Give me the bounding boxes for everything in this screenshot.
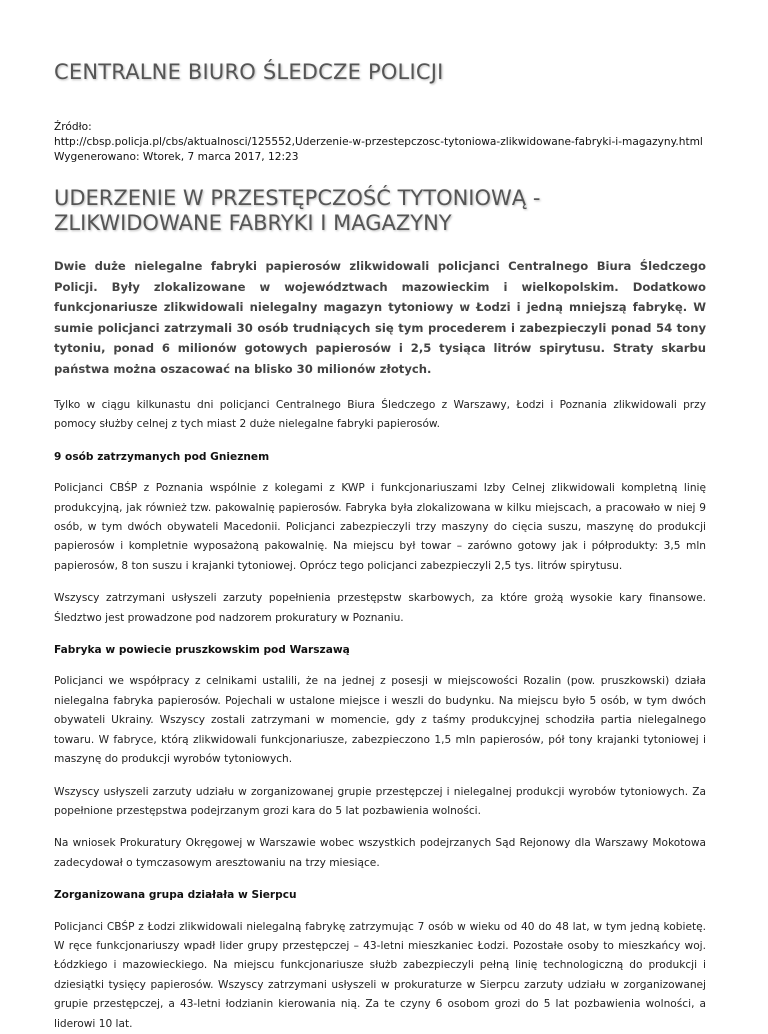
article-title <box>54 186 706 236</box>
paragraph-2: Policjanci CBŚP z Poznania wspólnie z kolegami z KWP i funkcjonariuszami Izby Celnej zlikwidowali kompletną linię produkcyjną, jak również tzw. pakowalnię papierosów. Fabryka była zlokalizowana w kilku miejscach, a pracowało w niej 9 osób, w tym dwóch obywateli Macedonii. Policjanci zabezpieczyli trzy maszyny do cięcia suszu, maszynę do produkcji papierosów i kompletnie wyposażoną pakowalnię. Na miejscu był towar – zarówno gotowy jak i półprodukty: 3,5 mln papierosów, 8 ton suszu i krajanki tytoniowej. Oprócz tego policjanci zabezpieczyli 2,5 tys. litrów spirytusu. <box>54 482 706 572</box>
subheading-sierpc: Zorganizowana grupa działała w Sierpcu <box>54 889 297 902</box>
source-url: http://cbsp.policja.pl/cbs/aktualnosci/125552,Uderzenie-w-przestepczosc-tytoniowa-zlikwidowane-fabryki-i-magazyny.html <box>54 136 703 148</box>
site-title: CENTRALNE BIURO ŚLEDCZE POLICJI <box>54 60 444 84</box>
paragraph-5: Wszyscy usłyszeli zarzuty udziału w zorganizowanej grupie przestępczej i nielegalnej produkcji wyrobów tytoniowych. Za popełnione przestępstwa podejrzanym grozi kara do 5 lat pozbawienia wolności. <box>54 785 706 817</box>
paragraph-6: Na wniosek Prokuratury Okręgowej w Warszawie wobec wszystkich podejrzanych Sąd Rejonowy dla Warszawy Mokotowa zadecydował o tymczasowym aresztowaniu na trzy miesiące. <box>54 837 706 869</box>
document-meta <box>54 120 706 165</box>
paragraph-7: Policjanci CBŚP z Łodzi zlikwidowali nielegalną fabrykę zatrzymując 7 osób w wieku od 40 do 48 lat, w tym jedną kobietę. W ręce funkcjonariuszy wpadł lider grupy przestępczej – 43-letni mieszkaniec Łodzi. Pozostałe osoby to mieszkańcy woj. Łódzkiego i mazowieckiego. Na miejscu funkcjonariusze służb zabezpieczyli pełną linię technologiczną do produkcji i dziesiątki tysięcy papierosów. Wszyscy zatrzymani usłyszeli w prokuraturze w Sierpcu zarzuty udziału w zorganizowanej grupie przestępczej, a 43-letni łodzianin kierowania nią. Za te czyny 6 osobom grozi do 5 lat pozbawienia wolności, a liderowi 10 lat. <box>54 920 706 1030</box>
source-label: Źródło: <box>54 121 92 133</box>
paragraph-1: Tylko w ciągu kilkunastu dni policjanci Centralnego Biura Śledczego z Warszawy, Łodzi i Poznania zlikwidowali przy pomocy służby celnej z tych miast 2 duże nielegalne fabryki papierosów. <box>54 399 706 431</box>
article-title-line-1: UDERZENIE W PRZESTĘPCZOŚĆ TYTONIOWĄ - <box>54 186 541 210</box>
paragraph-3: Wszyscy zatrzymani usłyszeli zarzuty popełnienia przestępstw skarbowych, za które grożą wysokie kary finansowe. Śledztwo jest prowadzone pod nadzorem prokuratury w Poznaniu. <box>54 592 706 624</box>
paragraph-4: Policjanci we współpracy z celnikami ustalili, że na jednej z posesji w miejscowości Rozalin (pow. pruszkowski) działa nielegalna fabryka papierosów. Pojechali w ustalone miejsce i weszli do budynku. Na miejscu było 5 osób, w tym dwóch obywateli Ukrainy. Wszyscy zostali zatrzymani w momencie, gdy z taśmy produkcyjnej schodziła partia nielegalnego towaru. W fabryce, którą zlikwidowali funkcjonariusze, zabezpieczono 1,5 mln papierosów, pół tony krajanki tytoniowej i maszynę do produkcji wyrobów tytoniowych. <box>54 675 706 766</box>
article-title-line-2: ZLIKWIDOWANE FABRYKI I MAGAZYNY <box>54 211 452 235</box>
subheading-gniezno: 9 osób zatrzymanych pod Gnieznem <box>54 450 270 463</box>
generated-date: Wygenerowano: Wtorek, 7 marca 2017, 12:23 <box>54 151 299 163</box>
subheading-pruszkow: Fabryka w powiecie pruszkowskim pod Warszawą <box>54 644 350 657</box>
article-lead: Dwie duże nielegalne fabryki papierosów zlikwidowali policjanci Centralnego Biura Śledczego Policji. Były zlokalizowane w województwach mazowieckim i wielkopolskim. Dodatkowo funkcjonariusze zlikwidowali nielegalny magazyn tytoniowy w Łodzi i jedną mniejszą fabrykę. W sumie policjanci zatrzymali 30 osób trudniących się tym procederem i zabezpieczyli ponad 54 tony tytoniu, ponad 6 milionów gotowych papierosów i 2,5 tysiąca litrów spirytusu. Straty skarbu państwa można oszacować na blisko 30 milionów złotych. <box>54 259 706 376</box>
